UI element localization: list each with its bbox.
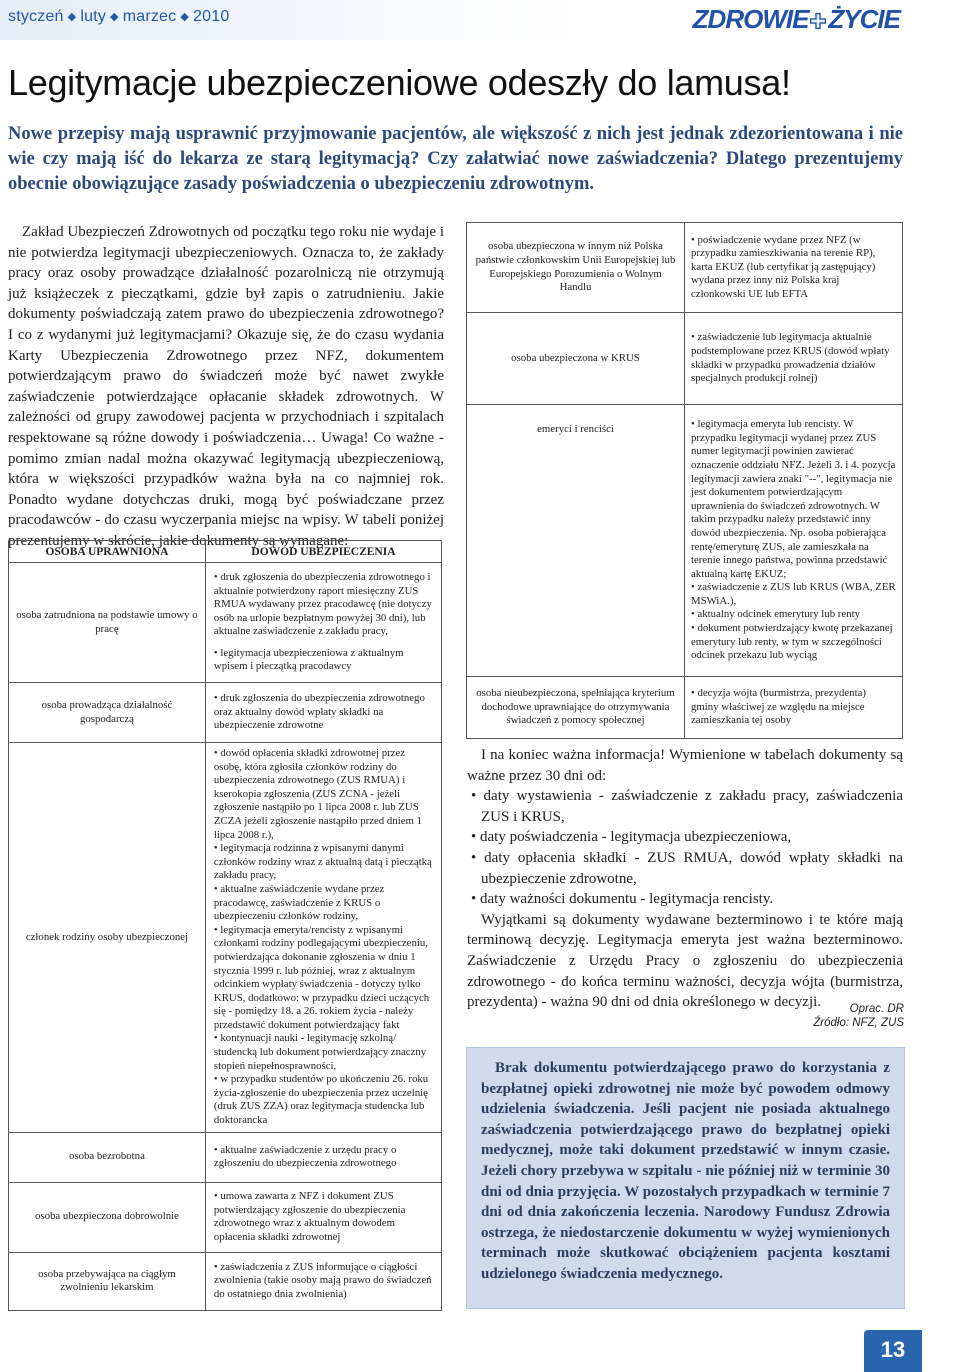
diamond-icon: ◆ xyxy=(180,11,190,23)
proof-item: • legitymacja ubezpieczeniowa z aktualnym wpisem i pieczątką pracodawcy xyxy=(214,647,435,674)
issue-year: 2010 xyxy=(193,8,230,25)
proof-item: • decyzja wójta (burmistrza, prezydenta) gminy właściwej ze względu na miejsce zamieszkania tej osoby xyxy=(691,687,896,728)
row-key: osoba ubezpieczona w KRUS xyxy=(467,313,685,405)
list-item: • daty poświadczenia - legitymacja ubezpieczeniowa, xyxy=(467,827,903,848)
exceptions-paragraph: Wyjątkami są dokumenty wydawane bezterminowo i te które mają terminową decyzję. Legitymacja emeryta jest ważna bezterminowo. Zaświadczenie z Urzędu Pracy o zgłoszeniu do ubezpieczenia zdrowotnego - do końca terminu ważności, decyzja wójta (burmistrza, prezydenta) - ważna 90 dni od dnia określonego w decyzji. xyxy=(467,911,903,1011)
row-value xyxy=(685,313,903,405)
row-value xyxy=(685,405,903,677)
table-row xyxy=(9,743,442,1133)
row-key: osoba ubezpieczona w innym niż Polska państwie członkowskim Unii Europejskiej lub Europejskiego Porozumienia o Wolnym Handlu xyxy=(467,223,685,313)
diamond-icon: ◆ xyxy=(110,11,119,23)
row-key: emeryci i renciści xyxy=(467,405,685,677)
intro-paragraph xyxy=(8,222,444,552)
proof-item: • legitymacja emeryta lub rencisty. W przypadku legitymacji wydanej przez ZUS numer legitymacji powinien zawierać oznaczenie oddziału NFZ. Jeżeli 3. i 4. pozycja legitymacji zawiera znaki "--", legitymacja nie jest dokumentem potwierdzającym uprawnienia do świadczeń zdrowotnych. W takim przypadku należy przedstawić inny dowód ubezpieczenia. Np. osoba pobierająca rentę/emeryturę ZUS, ale zamieszkała na terenie innego państwa, powinna przedstawić aktualną kartę EKUZ; xyxy=(691,418,896,581)
row-value xyxy=(205,1182,441,1252)
source-credit: Źródło: NFZ, ZUS xyxy=(813,1017,904,1029)
list-item: • daty ważności dokumentu - legitymacja rencisty. xyxy=(467,889,903,910)
row-key: osoba zatrudniona na podstawie umowy o pracę xyxy=(9,563,206,683)
table-row xyxy=(467,223,903,313)
proof-item: • w przypadku studentów po ukończeniu 26. roku życia-zgłoszenie do ubezpieczenia przez uczelnię (druk ZUS ZZA) oraz legitymacja studencka lub doktorancka xyxy=(214,1073,435,1127)
author-credit: Oprac. DR xyxy=(849,1003,904,1015)
proof-item: • dowód opłacenia składki zdrowotnej przez osobę, która zgłosiła członków rodziny do ubezpieczenia zdrowotnego (ZUS RMUA) i kserokopia zgłoszenia (ZUS ZCNA - jeżeli zgłoszenie nastąpiło po 1 lipca 2008 r. lub ZUS ZCZA jeżeli zgłoszenie nastąpiło przed dniem 1 lipca 2008 r.), xyxy=(214,747,435,842)
row-key: osoba ubezpieczona dobrowolnie xyxy=(9,1182,206,1252)
page-number: 13 xyxy=(864,1330,922,1372)
table-row xyxy=(9,563,442,683)
proof-item: • aktualny odcinek emerytury lub renty xyxy=(691,608,896,622)
cross-icon xyxy=(809,12,827,30)
proof-item: • zaświadczenie z ZUS lub KRUS (WBA, ZER MSWiA.), xyxy=(691,581,896,608)
validity-list xyxy=(467,786,903,910)
row-value xyxy=(685,677,903,739)
logo-word-1: ZDROWIE xyxy=(692,4,809,34)
table-row xyxy=(9,1132,442,1182)
col-header-proof: DOWÓD UBEZPIECZENIA xyxy=(205,541,441,563)
magazine-logo xyxy=(693,4,900,35)
proof-item: • zaświadczenia z ZUS informujące o ciągłości zwolnienia (takie osoby mają prawo do świadczeń do ostatniego dnia zwolnienia) xyxy=(214,1261,435,1302)
issue-date xyxy=(8,8,229,26)
info-box-text: Brak dokumentu potwierdzającego prawo do korzystania z bezpłatnej opieki zdrowotnej nie może być powodem odmowy udzielenia świadczenia. Jeśli pacjent nie posiada aktualnego zaświadczenia potwierdzającego prawo do bezpłatnej opieki medycznej, może taki dokument przedstawić w innym czasie. Jeżeli chory przebywa w szpitalu - nie później niż w terminie 30 dni od dnia przyjęcia. W pozostałych przypadkach w terminie 7 dni od dnia zakończenia leczenia. Narodowy Fundusz Zdrowia ostrzega, że niedostarczenie dokumentu w wyżej wymienionych terminach może skutkować obciążeniem pacjenta kosztami udzielonego świadczenia medycznego. xyxy=(481,1060,890,1282)
list-item: • daty opłacenia składki - ZUS RMUA, dowód wpłaty składki na ubezpieczenie zdrowotne, xyxy=(467,848,903,889)
row-value xyxy=(205,1132,441,1182)
list-item: • daty wystawienia - zaświadczenie z zakładu pracy, zaświadczenia ZUS i KRUS, xyxy=(467,786,903,827)
proof-item: • aktualne zaświadczenie wydane przez pracodawcę, zaświadczenie z KRUS o ubezpieczeniu członków rodziny, xyxy=(214,883,435,924)
proof-item: • dokument potwierdzający kwotę przekazanej emerytury lub renty, w tym w szczególności odcinek przekazu lub wyciąg xyxy=(691,622,896,663)
month-3: marzec xyxy=(122,8,177,25)
proof-item: • aktualne zaświadczenie z urzędu pracy o zgłoszeniu do ubezpieczenia zdrowotnego xyxy=(214,1144,435,1171)
row-value xyxy=(205,743,441,1133)
row-value xyxy=(685,223,903,313)
table-row xyxy=(9,1182,442,1252)
proof-item: • kontynuacji nauki - legitymację szkolną/ studencką lub dokument potwierdzający znaczny stopień niepełnosprawności, xyxy=(214,1032,435,1073)
table-row xyxy=(467,405,903,677)
proof-item: • poświadczenie wydane przez NFZ (w przypadku zamieszkiwania na terenie RP), karta EKUZ (lub certyfikat ją zastępujący) wydana przez inny niż Polska kraj członkowski UE lub EFTA xyxy=(691,234,896,302)
month-2: luty xyxy=(80,8,107,25)
row-value xyxy=(205,683,441,743)
table-row xyxy=(9,1252,442,1310)
info-box xyxy=(466,1047,905,1309)
proof-item: • legitymacja rodzinna z wpisanymi danymi członków rodziny wraz z aktualną datą i pieczątką zakładu pracy, xyxy=(214,842,435,883)
proof-item: • druk zgłoszenia do ubezpieczenia zdrowotnego oraz aktualny dowód wpłaty składki na ubezpieczenie zdrowotne xyxy=(214,692,435,733)
validity-section xyxy=(467,745,903,1013)
proof-item: • umowa zawarta z NFZ i dokument ZUS potwierdzający zgłoszenie do ubezpieczenia zdrowotnego wraz z aktualnym dowodem opłacenia składki zdrowotnej xyxy=(214,1190,435,1244)
article-title: Legitymacje ubezpieczeniowe odeszły do lamusa! xyxy=(8,62,791,103)
intro-text: Zakład Ubezpieczeń Zdrowotnych od początku tego roku nie wydaje i nie potwierdza legitymacji ubezpieczeniowych. Oznacza to, że zakłady pracy oraz osoby prowadzące działalność pozarolniczą nie otrzymują już książeczek z pieczątkami, gdzie był zapis o zatrudnieniu. Jakie dokumenty poświadczają zatem prawo do ubezpieczenia zdrowotnego? I co z wydanymi już legitymacjami? Okazuje się, że do czasu wydania Karty Ubezpieczenia Zdrowotnego przez NFZ, dokumentem potwierdzającym prawo do świadczeń może być nawet zwykłe zaświadczenie potwierdzające opłacanie składek zdrowotnych. W zależności od grupy zawodowej pacjenta w przychodniach i szpitalach respektowane są różne dowody i poświadczenia… Uwaga! Co ważne - pomimo zmian nadal można okazywać legitymacją ubezpieczeniową, która w większości przypadków ważna była na co najmniej rok. Ponadto wydane dotychczas druki, mogą być poświadczane przez pracodawców - do czasu wyczerpania miejsc na wpisy. W tabeli poniżej prezentujemy w skrócie, jakie dokumenty są wymagane: xyxy=(8,224,444,549)
row-key: osoba bezrobotna xyxy=(9,1132,206,1182)
article-credits xyxy=(813,1002,904,1030)
diamond-icon: ◆ xyxy=(67,11,77,23)
row-key: członek rodziny osoby ubezpieczonej xyxy=(9,743,206,1133)
proof-item: • zaświadczenie lub legitymacja aktualnie podstemplowane przez KRUS (dowód wpłaty składki w przypadku prowadzenia działów specjalnych produkcji rolnej) xyxy=(691,331,896,385)
table-row xyxy=(467,677,903,739)
article-lead: Nowe przepisy mają usprawnić przyjmowanie pacjentów, ale większość z nich jest jednak zdezorientowana i nie wie czy mają iść do lekarza ze starą legitymacją? Czy załatwiać nowe zaświadczenia? Dlatego prezentujemy obecnie obowiązujące zasady poświadczenia o ubezpieczeniu zdrowotnym. xyxy=(8,124,903,194)
insurance-table-right xyxy=(466,222,903,739)
col-header-entitled: OSOBA UPRAWNIONA xyxy=(9,541,206,563)
row-key: osoba przebywająca na ciągłym zwolnieniu lekarskim xyxy=(9,1252,206,1310)
table-row xyxy=(9,683,442,743)
table-row xyxy=(467,313,903,405)
month-1: styczeń xyxy=(8,8,64,25)
row-value xyxy=(205,1252,441,1310)
row-key: osoba prowadząca działalność gospodarczą xyxy=(9,683,206,743)
insurance-table-left xyxy=(8,540,442,1311)
proof-item: • druk zgłoszenia do ubezpieczenia zdrowotnego i aktualnie potwierdzony raport miesięczny ZUS RMUA wydawany przez pracodawcę (nie dotyczy osób na urlopie bezpłatnym powyżej 30 dni), lub aktualne zaświadczenie z zakładu pracy, xyxy=(214,571,435,639)
validity-intro: I na koniec ważna informacja! Wymienione w tabelach dokumenty są ważne przez 30 dni od: xyxy=(467,747,903,784)
logo-word-2: ŻYCIE xyxy=(828,4,900,34)
proof-item: • legitymacja emeryta/rencisty z wpisanymi członkami rodziny podlegającymi ubezpieczeniu, potwierdzająca dokonanie zgłoszenia w dniu 1 stycznia 1999 r. lub później, wraz z aktualnym odcinkiem wypłaty świadczenia - dotyczy tylko KRUS, dodatkowo: w przypadku dzieci uczących się - pomiędzy 18. a 26. rokiem życia - należy przedstawić dokument potwierdzający fakt xyxy=(214,924,435,1033)
row-key: osoba nieubezpieczona, spełniająca kryterium dochodowe uprawniające do otrzymywania świadczeń z pomocy społecznej xyxy=(467,677,685,739)
row-value xyxy=(205,563,441,683)
